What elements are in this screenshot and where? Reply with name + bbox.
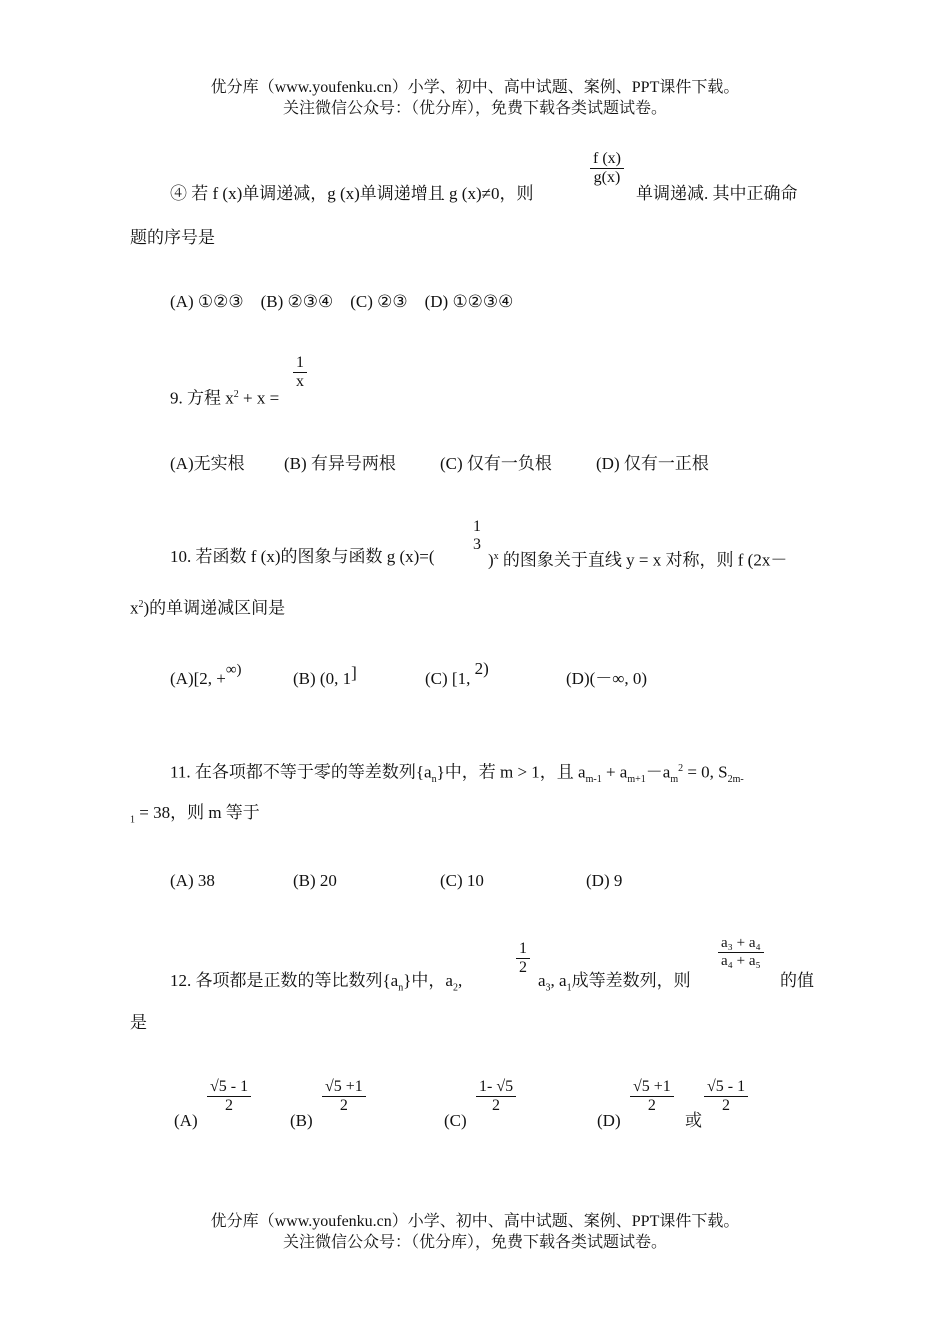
q11-sub-2m: 2m-: [727, 774, 744, 786]
q12-option-d-fraction-1: [630, 1078, 674, 1115]
q9-option-c: (C) 仅有一负根: [440, 454, 552, 473]
q11-stem: [170, 758, 744, 791]
q10-stem-prefix: 10. 若函数 f (x)的图象与函数 g (x)=(: [170, 547, 435, 566]
footer-line-1: 优分库（www.youfenku.cn）小学、初中、高中试题、案例、PPT课件下载。: [210, 1213, 740, 1230]
q12-option-d-label: (D): [597, 1111, 621, 1130]
q12-option-d-numerator-1: √5 +1: [633, 1078, 671, 1095]
header-line-2: 关注微信公众号：（优分库），免费下载各类试题试卷。: [282, 100, 667, 117]
q11-option-a: (A) 38: [170, 871, 215, 890]
q9-option-d: (D) 仅有一正根: [596, 454, 709, 473]
q10-option-c-text: (C) [1,: [425, 669, 471, 688]
q10-exponent: x: [493, 551, 499, 562]
q10-option-b-text: (B) (0, 1: [293, 669, 352, 688]
q12-option-a-denominator: 2: [207, 1096, 251, 1115]
q12-option-c-numerator: 1- √5: [479, 1078, 514, 1095]
q12-option-b-denominator: 2: [322, 1096, 366, 1115]
q12-stem-line2: 是: [130, 1013, 147, 1032]
q11-line2-sub: 1: [130, 814, 135, 826]
q12-option-c-fraction: [476, 1078, 516, 1115]
q10-option-a-infinity: ∞): [225, 662, 242, 678]
q12-stem-prefix: [170, 970, 462, 999]
q10-stem-line2: [130, 594, 285, 620]
q11-option-b: (B) 20: [293, 871, 337, 890]
q12-suffix: 成等差数列，则: [571, 971, 691, 990]
q11-p2: －a: [645, 762, 671, 782]
q10-option-d: (D)(－∞, 0): [566, 669, 648, 688]
footer-line-2: 关注微信公众号：（优分库），免费下载各类试题试卷。: [282, 1234, 667, 1251]
q12-option-a-label: (A): [174, 1111, 198, 1130]
q12-sub-2: 2: [452, 982, 458, 994]
q10-fraction-numerator: 1: [473, 518, 481, 535]
q10-line2-text: )的单调递减区间是: [143, 598, 286, 618]
q9-fraction: [293, 354, 307, 391]
q9-fraction-denominator: x: [293, 372, 307, 391]
q12-option-b-fraction: [322, 1078, 366, 1115]
q12-stem-mid: [538, 970, 691, 999]
q11-sub-m+1: m+1: [627, 774, 646, 786]
q12-ratio-numerator: a₃ + a₄: [721, 935, 761, 951]
q11-option-c: (C) 10: [440, 871, 484, 890]
q8-statement-tail: 单调递减. 其中正确命: [636, 184, 798, 203]
q12-option-d-denominator-1: 2: [630, 1096, 674, 1115]
q12-ratio-fraction: [718, 935, 764, 970]
q12-option-d-or: 或: [685, 1111, 702, 1130]
q9-prefix: 9. 方程 x: [170, 388, 234, 408]
q12-half-numerator: 1: [519, 940, 527, 957]
q10-option-b-bracket: ]: [351, 663, 357, 682]
q10-stem-suffix: [488, 546, 787, 572]
q12-option-b-numerator: √5 +1: [325, 1078, 363, 1095]
q12-half-denominator: 2: [516, 958, 530, 977]
q8-fraction-numerator: f (x): [593, 150, 621, 167]
q11-line2-text: = 38，则 m 等于: [135, 803, 260, 822]
q10-line2-x: x: [130, 598, 139, 618]
q12-sub-3: 3: [545, 982, 551, 994]
q12-option-c-denominator: 2: [476, 1096, 516, 1115]
q8-statement-4: ④ 若 f (x)单调递减，g (x)单调递增且 g (x)≠0，则: [170, 184, 534, 203]
q11-stem-line2: [130, 802, 260, 831]
q12-stem-tail: 的值: [780, 971, 814, 990]
q10-suffix: 的图象关于直线 y = x 对称，则 f (2x－: [498, 550, 788, 570]
q11-option-d: (D) 9: [586, 871, 623, 890]
q12-comma: ,: [457, 971, 463, 990]
q11-mid: }中，若 m > 1，且 a: [436, 762, 586, 782]
q12-option-b-label: (B): [290, 1111, 313, 1130]
q10-option-a-text: (A)[2, +: [170, 669, 226, 688]
q12-sub-1: 1: [566, 982, 572, 994]
q11-sub-m: m: [670, 774, 679, 786]
q8-fraction-denominator: g(x): [590, 168, 624, 187]
q12-option-c-label: (C): [444, 1111, 467, 1130]
q9-option-b: (B) 有异号两根: [284, 454, 396, 473]
q10-fraction-denominator: 3: [473, 536, 481, 553]
q11-prefix: 11. 在各项都不等于零的等差数列{a: [170, 762, 432, 782]
q9-exponent: 2: [233, 389, 239, 400]
q12-option-d-fraction-2: [704, 1078, 748, 1115]
header-line-1: 优分库（www.youfenku.cn）小学、初中、高中试题、案例、PPT课件下载。: [210, 79, 740, 96]
q9-fraction-numerator: 1: [296, 354, 304, 371]
q10-line2-exponent: 2: [138, 599, 144, 610]
q12-prefix: 12. 各项都是正数的等比数列{a: [170, 971, 399, 990]
q10-option-b: [293, 663, 357, 690]
q12-option-a-numerator: √5 - 1: [210, 1078, 249, 1095]
q8-statement-line2: 题的序号是: [130, 228, 215, 247]
q12-sub-n: n: [398, 982, 404, 994]
q12-half-fraction: [516, 940, 530, 977]
q12-mid: }中，a: [403, 971, 453, 990]
q11-p1: + a: [601, 762, 628, 782]
q12-ratio-denominator: a₄ + a₅: [718, 952, 764, 970]
q8-options: (A) ①②③ (B) ②③④ (C) ②③ (D) ①②③④: [170, 292, 514, 311]
q11-sub-m-1: m-1: [585, 774, 602, 786]
q10-option-c: [425, 659, 489, 690]
q12-option-d-denominator-2: 2: [704, 1096, 748, 1115]
q11-sup-2: 2: [678, 763, 684, 774]
q11-p3: = 0, S: [683, 762, 728, 782]
q9-stem: [170, 384, 279, 410]
q11-sub-n: n: [431, 774, 437, 786]
q12-option-a-fraction: [207, 1078, 251, 1115]
q8-fraction: [590, 150, 624, 187]
q12-option-d-numerator-2: √5 - 1: [707, 1078, 746, 1095]
q9-mid: + x =: [238, 388, 280, 408]
q9-option-a: (A)无实根: [170, 454, 245, 473]
q12-a3: a: [538, 971, 546, 990]
q10-fraction: [470, 518, 484, 554]
q10-paren: ): [488, 550, 494, 570]
q10-option-a: [170, 662, 242, 691]
q12-a1: , a: [550, 971, 567, 990]
q10-option-c-end: 2): [474, 659, 489, 678]
